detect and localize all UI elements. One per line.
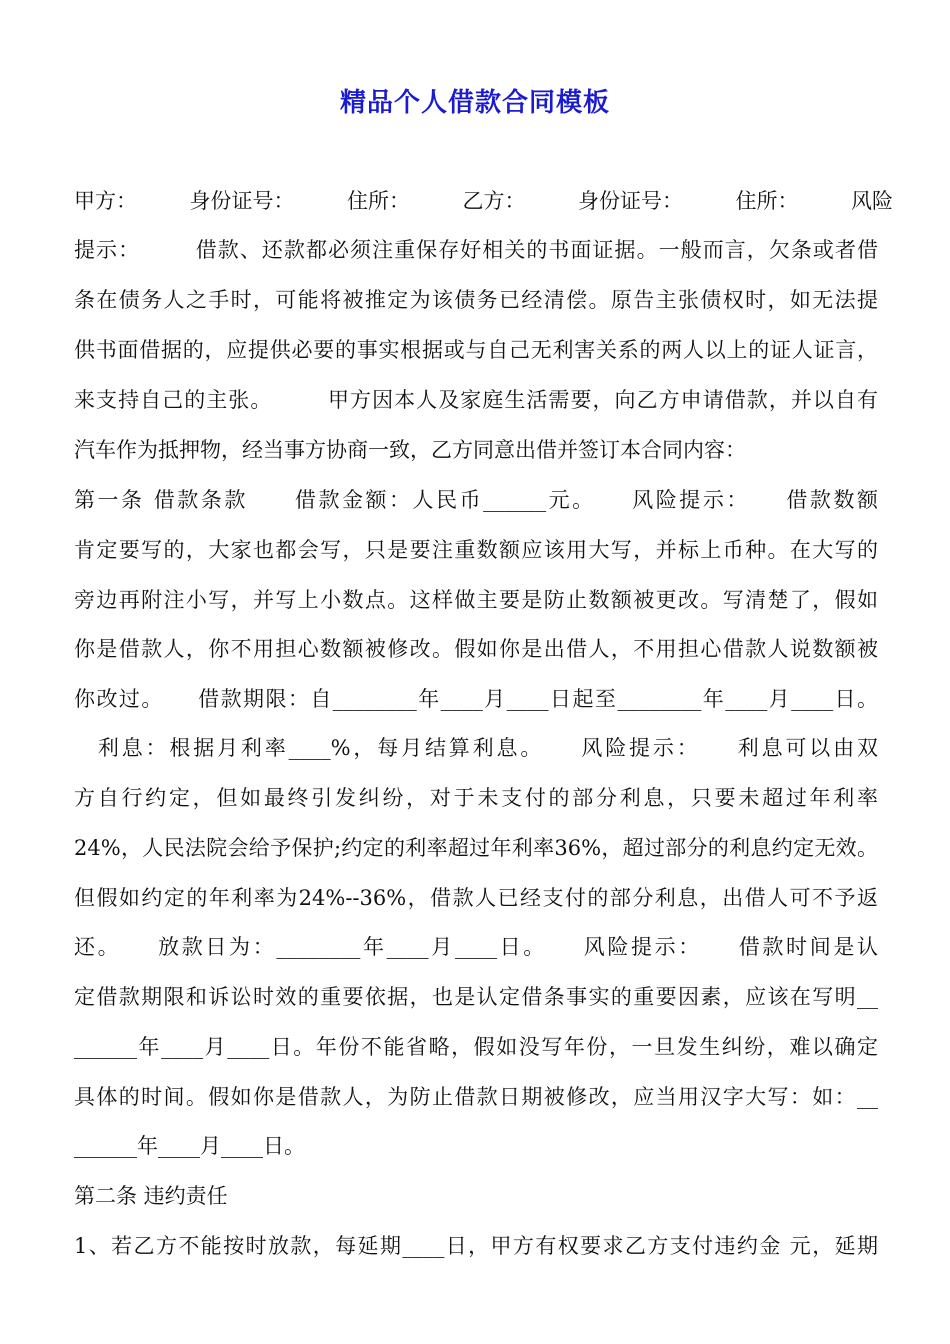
text-line: 还。 放款日为：________年____月____日。 风险提示： 借款时间是认: [74, 935, 878, 959]
text-line: 来支持自己的主张。 甲方因本人及家庭生活需要，向乙方申请借款，并以自有: [74, 388, 878, 412]
text-line: 你改过。 借款期限：自________年____月____日起至________年____月____日。: [74, 687, 878, 711]
document-title: 精品个人借款合同模板: [339, 88, 610, 118]
text-line: 但假如约定的年利率为24%--36%，借款人已经支付的部分利息，出借人可不予返: [74, 886, 878, 910]
text-line: 肯定要写的，大家也都会写，只是要注重数额应该用大写，并标上币种。在大写的: [74, 538, 878, 562]
text-line: ______年____月____日。: [74, 1134, 305, 1158]
text-line: 提示： 借款、还款都必须注重保存好相关的书面证据。一般而言，欠条或者借: [74, 238, 878, 262]
text-line: 第一条 借款条款 借款金额：人民币______元。 风险提示： 借款数额: [74, 488, 878, 512]
text-line: ______年____月____日。年份不能省略，假如没写年份，一旦发生纠纷，难以确定: [74, 1035, 878, 1059]
text-line: 你是借款人，你不用担心数额被修改。假如你是出借人，不用担心借款人说数额被: [74, 637, 878, 661]
text-line: 甲方： 身份证号： 住所： 乙方： 身份证号： 住所： 风险: [74, 189, 893, 213]
text-line: 24%，人民法院会给予保护;约定的利率超过年利率36%，超过部分的利息约定无效。: [74, 836, 878, 860]
text-line: 具体的时间。假如你是借款人，为防止借款日期被修改，应当用汉字大写：如：__: [74, 1085, 878, 1109]
text-line: 定借款期限和诉讼时效的重要依据，也是认定借条事实的重要因素，应该在写明__: [74, 985, 878, 1009]
text-line: 供书面借据的，应提供必要的事实根据或与自己无利害关系的两人以上的证人证言，: [74, 338, 878, 362]
text-line: 方自行约定，但如最终引发纠纷，对于未支付的部分利息，只要未超过年利率: [74, 786, 878, 810]
text-line: 旁边再附注小写，并写上小数点。这样做主要是防止数额被更改。写清楚了，假如: [74, 588, 878, 612]
section-heading: 第二条 违约责任: [74, 1184, 228, 1208]
text-line: 条在债务人之手时，可能将被推定为该债务已经清偿。原告主张债权时，如无法提: [74, 288, 878, 312]
text-line: 汽车作为抵押物，经当事方协商一致，乙方同意出借并签订本合同内容：: [74, 438, 746, 462]
text-line: 1、若乙方不能按时放款，每延期____日，甲方有权要求乙方支付违约金 元，延期: [74, 1234, 878, 1258]
text-line: 利息：根据月利率____%，每月结算利息。 风险提示： 利息可以由双: [74, 736, 878, 760]
